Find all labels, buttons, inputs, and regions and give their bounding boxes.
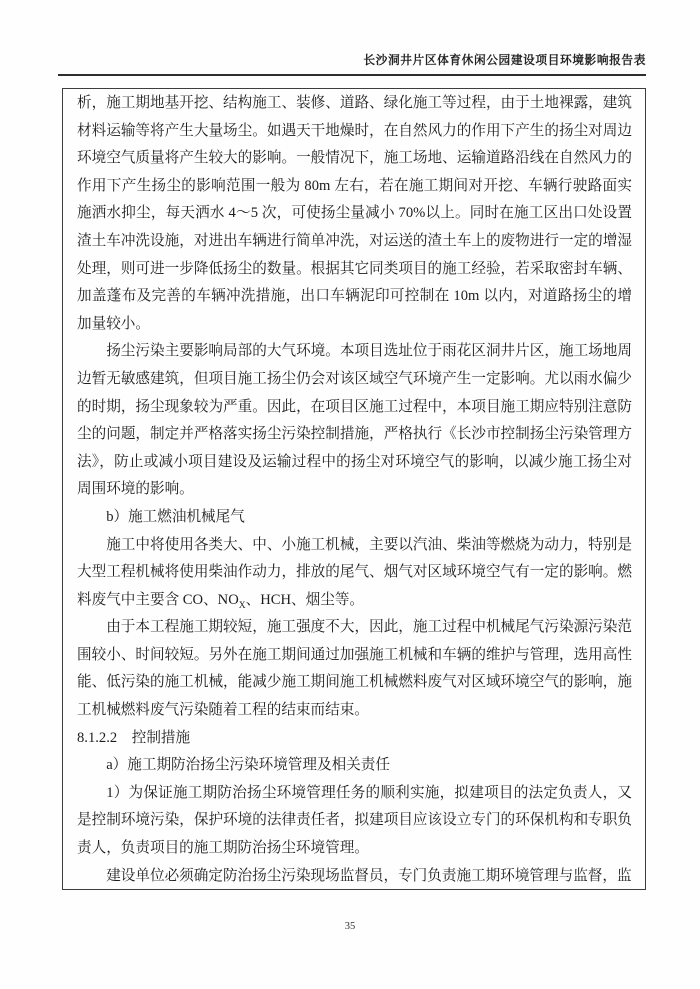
paragraph-dust-pollution-impact: 扬尘污染主要影响局部的大气环境。本项目选址位于雨花区洞井片区，施工场地周边暂无敏感建筑，但项目施工扬尘仍会对该区域空气环境产生一定影响。尤以雨水偏少的时期，扬尘现象较为严重。因此，在项目区施工过程中，本项目施工期应特别注意防尘的问题，制定并严格落实扬尘污染控制措施，严格执行《长沙市控制扬尘污染管理方法》，防止或减小项目建设及运输过程中的扬尘对环境空气的影响，以减少施工扬尘对周围环境的影响。	[77, 343, 632, 498]
heading-dust-management-responsibility: a）施工期防治扬尘污染环境管理及相关责任	[106, 757, 390, 774]
paragraph-machinery-exhaust	[77, 532, 632, 615]
header-divider	[58, 74, 646, 76]
paragraph-legal-responsibility: 1）为保证施工期防治扬尘环境管理任务的顺利实施，拟建项目的法定负责人，又是控制环境污染，保护环境的法律责任者，拟建项目应该设立专门的环保机构和专职负责人，负责项目的施工期防治扬尘环境管理。	[77, 784, 632, 857]
page-number: 35	[344, 921, 356, 932]
paragraph-site-supervisor: 建设单位必须确定防治扬尘污染现场监督员，专门负责施工期环境管理与监督，监	[106, 867, 632, 884]
machinery-exhaust-text-end: 、HCH、烟尘等。	[245, 591, 365, 608]
document-header-title: 长沙洞井片区体育休闲公园建设项目环境影响报告表	[363, 54, 646, 67]
paragraph-dust-analysis: 析，施工期地基开挖、结构施工、装修、道路、绿化施工等过程，由于土地裸露，建筑材料运输等将产生大量场尘。如遇天干地燥时，在自然风力的作用下产生的扬尘对周边环境空气质量将产生较大的影响。一般情况下，施工场地、运输道路沿线在自然风力的作用下产生扬尘的影响范围一般为 80m 左右，若在施工期间对开挖、车辆行驶路面实施洒水抑尘，每天洒水 4～5 次，可使扬尘量减小 70%以上。同时在施工区出口处设置渣土车冲洗设施，对进出车辆进行简单冲洗，对运送的渣土车上的废物进行一定的增湿处理，则可进一步降低扬尘的数量。根据其它同类项目的施工经验，若采取密封车辆、加盖蓬布及完善的车辆冲洗措施，出口车辆泥印可控制在 10m 以内，对道路扬尘的增加量较小。	[77, 95, 632, 332]
machinery-exhaust-text-start: 施工中将使用各类大、中、小施工机械，主要以汽油、柴油等燃烧为动力，特别是大型工程机械将使用柴油作动力，排放的尾气、烟气对区域环境空气有一定的影响。燃料废气中主要含 CO、NO	[77, 536, 632, 608]
heading-machinery-exhaust: b）施工燃油机械尾气	[106, 508, 245, 525]
nox-subscript: X	[238, 600, 246, 611]
heading-control-measures: 8.1.2.2 控制措施	[77, 729, 191, 746]
paragraph-exhaust-duration: 由于本工程施工期较短，施工强度不大，因此，施工过程中机械尾气污染源污染范围较小、时间较短。另外在施工期间通过加强施工机械和车辆的维护与管理，选用高性能、低污染的施工机械，能减少施工期间施工机械燃料废气对区域环境空气的影响，施工机械燃料废气污染随着工程的结束而结束。	[77, 619, 632, 719]
report-content-box	[62, 88, 646, 890]
